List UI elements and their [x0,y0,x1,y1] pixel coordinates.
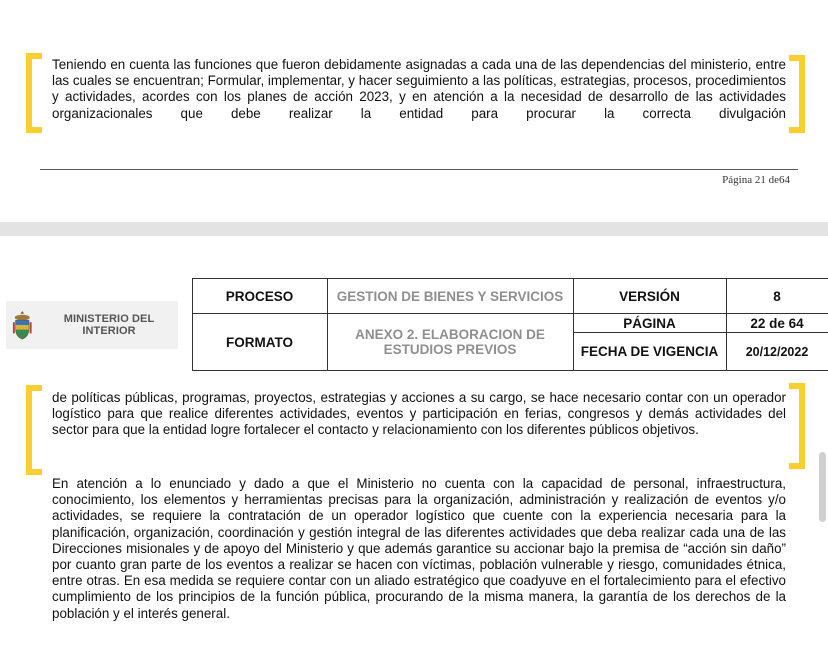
version-label: VERSIÓN [573,279,726,314]
document-page-22 [0,236,828,652]
fecha-vigencia-value: 20/12/2022 [726,333,828,371]
coat-of-arms-icon [12,309,33,341]
highlight-bracket-right-2 [789,383,805,469]
footer-divider [40,169,798,170]
intro-paragraph: Teniendo en cuenta las funciones que fueron debidamente asignadas a cada una de las dependencias del ministerio, entre las cuales se encuentran; Formular, implementar, y hacer seguimiento a las políticas, estrategias, procesos, procedimientos y actividades, acordes con los planes de acción 2023, y en atención a la necesidad de desarrollo de las actividades organizacionales que debe realizar la entidad para procurar la correcta divulgación [52,57,786,121]
highlight-bracket-left-2 [26,385,42,475]
pagina-label: PÁGINA [573,314,726,333]
document-header-table [0,278,828,371]
formato-label: FORMATO [192,314,327,371]
pagina-value: 22 de 64 [726,314,828,333]
document-page-21 [0,0,828,222]
paragraph-justification: En atención a lo enunciado y dado a que el Ministerio no cuenta con la capacidad de personal, infraestructura, conocimiento, los elementos y herramientas precisas para la organización, administración y realización de eventos y/o actividades, se requiere la contratación de un operador logístico que cuente con la experiencia necesaria para la planificación, organización, coordinación y gestión integral de las diferentes actividades que deba realizar cada una de las Direcciones misionales y de apoyo del Ministerio y que además garantice su accionar bajo la premisa de “acción sin daño” por cuanto gran parte de los eventos a realizar se hacen con víctimas, población vulnerable y riesgo, comunidades étnica, entre otras. En esa medida se requiere contar con un aliado estratégico que coadyuve en el fortalecimiento para el efectivo cumplimiento de los principios de la función pública, procurando de la misma manera, la garantía de los derechos de la población y el interés general. [52,476,786,621]
highlight-bracket-left [26,53,42,133]
proceso-value: GESTION DE BIENES Y SERVICIOS [327,279,573,314]
logo-text: MINISTERIO DEL INTERIOR [63,312,155,337]
page-separator [0,222,828,236]
version-value: 8 [726,279,828,314]
logo-cell [0,279,192,371]
footer-page-number: Página 21 de64 [722,174,790,186]
paragraph-continuation: de políticas públicas, programas, proyectos, estrategias y acciones a su cargo, se hace necesario contar con un operador logístico para que realice diferentes actividades, eventos y participación en ferias, congresos y demás actividades del sector para que la entidad logre fortalecer el contacto y relacionamiento con los diferentes públicos objetivos. [52,390,786,438]
highlight-bracket-right [789,55,805,133]
fecha-vigencia-label: FECHA DE VIGENCIA [573,333,726,371]
scrollbar-thumb[interactable] [819,452,826,522]
ministry-logo [6,301,178,349]
proceso-label: PROCESO [192,279,327,314]
formato-value: ANEXO 2. ELABORACION DE ESTUDIOS PREVIOS [327,314,573,371]
